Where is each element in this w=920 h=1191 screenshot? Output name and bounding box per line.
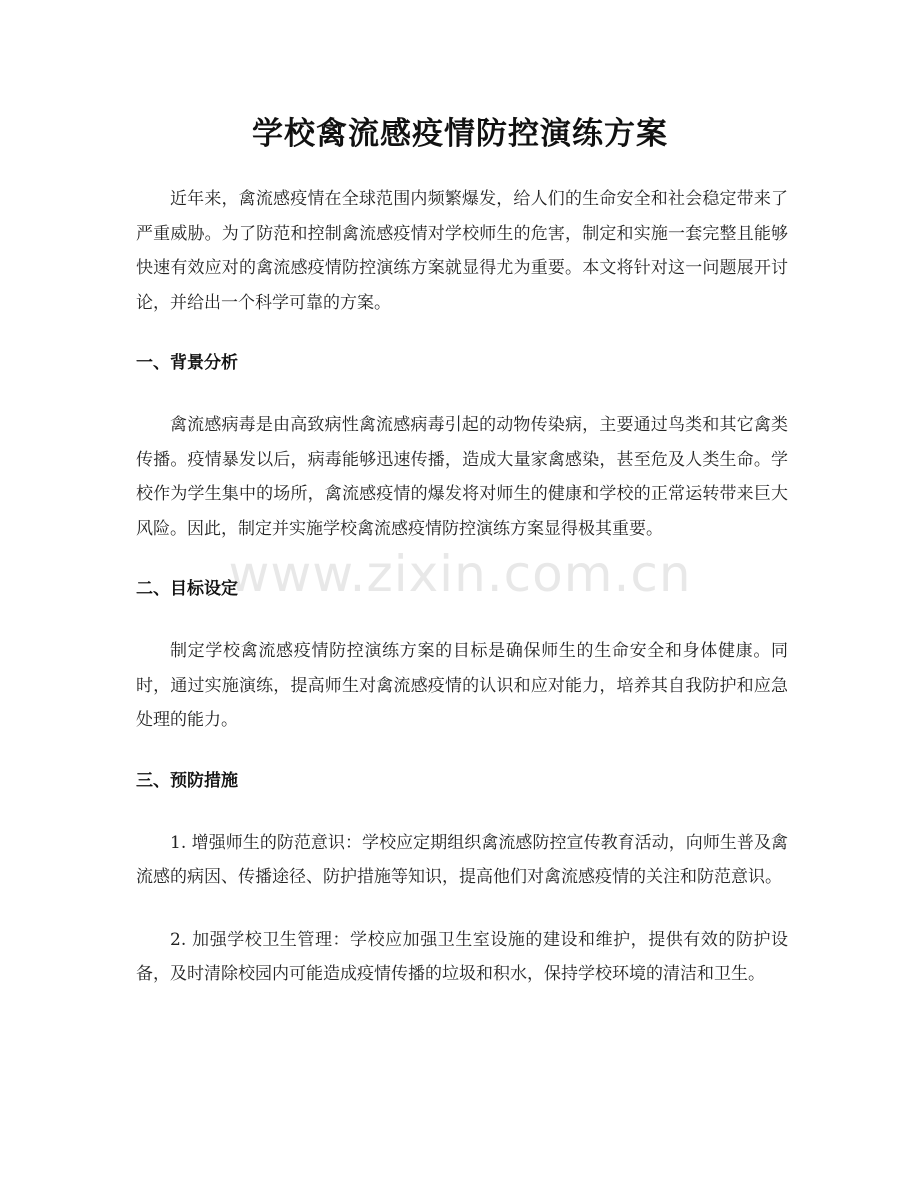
list-item-paragraph: 1. 增强师生的防范意识：学校应定期组织禽流感防控宣传教育活动，向师生普及禽流感的病因、传播途径、防护措施等知识，提高他们对禽流感疫情的关注和防范意识。: [136, 832, 788, 887]
section-heading-background: 一、背景分析: [136, 353, 238, 373]
list-item-paragraph: 2. 加强学校卫生管理：学校应加强卫生室设施的建设和维护，提供有效的防护设备，及时清除校园内可能造成疫情传播的垃圾和积水，保持学校环境的清洁和卫生。: [136, 929, 788, 984]
document-title: 学校禽流感疫情防控演练方案: [252, 116, 668, 152]
watermark-text: www.zixin.com.cn: [228, 545, 692, 603]
section-paragraph: 制定学校禽流感疫情防控演练方案的目标是确保师生的生命安全和身体健康。同时，通过实施演练，提高师生对禽流感疫情的认识和应对能力，培养其自我防护和应急处理的能力。: [136, 641, 788, 730]
intro-paragraph: 近年来，禽流感疫情在全球范围内频繁爆发，给人们的生命安全和社会稳定带来了严重威胁。为了防范和控制禽流感疫情对学校师生的危害，制定和实施一套完整且能够快速有效应对的禽流感疫情防控演练方案就显得尤为重要。本文将针对这一问题展开讨论，并给出一个科学可靠的方案。: [136, 189, 788, 313]
section-heading-prevention: 三、预防措施: [136, 770, 238, 791]
document-body: [136, 182, 788, 1020]
section-heading-goals: 二、目标设定: [136, 579, 238, 599]
section-paragraph: 禽流感病毒是由高致病性禽流感病毒引起的动物传染病，主要通过鸟类和其它禽类传播。疫情暴发以后，病毒能够迅速传播，造成大量家禽感染，甚至危及人类生命。学校作为学生集中的场所，禽流感疫情的爆发将对师生的健康和学校的正常运转带来巨大风险。因此，制定并实施学校禽流感疫情防控演练方案显得极其重要。: [136, 415, 788, 539]
